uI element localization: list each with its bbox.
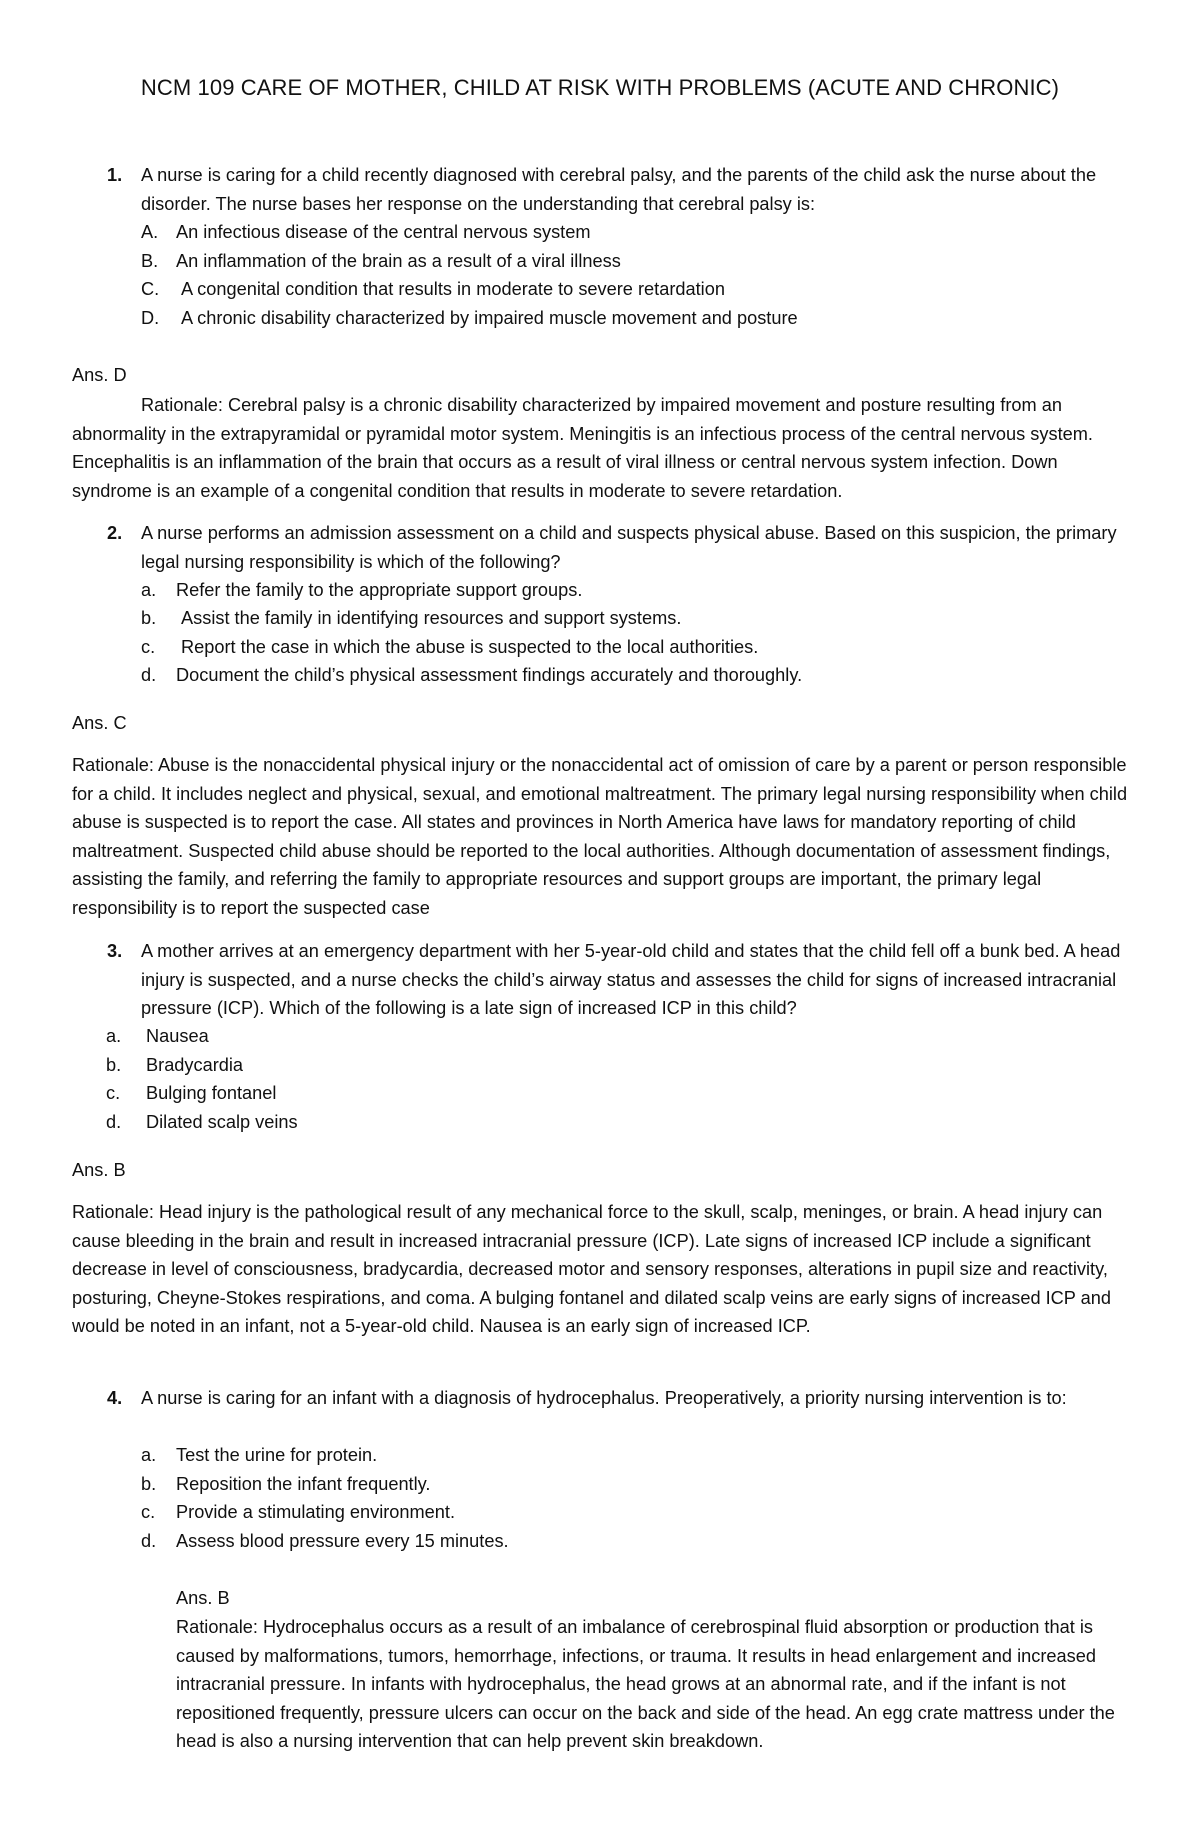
- option-text: An infectious disease of the central nervous system: [176, 222, 591, 242]
- option-letter: a.: [106, 1026, 122, 1046]
- rationale-text: Rationale: Abuse is the nonaccidental physical injury or the nonaccidental act of omission of care by a parent or person responsible for a child. It includes neglect and physical, sexual, and emotional maltreatment. The primary legal nursing responsibility when child abuse is suspected is to report the case. All states and provinces in North America have laws for mandatory reporting of child maltreatment. Suspected child abuse should be reported to the local authorities. Although documentation of assessment findings, assisting the family, and referring the family to appropriate resources and support groups are important, the primary legal responsibility is to report the suspected case: [72, 755, 1128, 918]
- answer-label: Ans. C: [72, 713, 127, 733]
- option-text: Bulging fontanel: [146, 1083, 277, 1103]
- option-letter: d.: [141, 665, 157, 685]
- question-text: A nurse performs an admission assessment on a child and suspects physical abuse. Based on this suspicion, the primary legal nursing responsibility is which of the following?: [141, 523, 1117, 572]
- document-title: NCM 109 CARE OF MOTHER, CHILD AT RISK WITH PROBLEMS (ACUTE AND CHRONIC): [140, 75, 1060, 100]
- option-text: Report the case in which the abuse is suspected to the local authorities.: [181, 637, 759, 657]
- option-d: [141, 1527, 509, 1556]
- question-text: A mother arrives at an emergency department with her 5-year-old child and states that the child fell off a bunk bed. A head injury is suspected, and a nurse checks the child’s airway status and assesses the child for signs of increased intracranial pressure (ICP). Which of the following is a late sign of increased ICP in this child?: [141, 941, 1121, 1019]
- option-text: Refer the family to the appropriate support groups.: [176, 580, 583, 600]
- option-text: A congenital condition that results in moderate to severe retardation: [181, 279, 725, 299]
- option-a: [106, 1022, 209, 1051]
- option-letter: A.: [141, 222, 159, 242]
- question-text: A nurse is caring for a child recently diagnosed with cerebral palsy, and the parents of the child ask the nurse about the disorder. The nurse bases her response on the understanding that cerebral palsy is:: [141, 165, 1097, 214]
- option-letter: b.: [106, 1055, 122, 1075]
- option-d: [141, 661, 802, 690]
- answer-label: Ans. D: [72, 365, 127, 385]
- rationale-text: Rationale: Cerebral palsy is a chronic disability characterized by impaired movement and posture resulting from an abnormality in the extrapyramidal or pyramidal motor system. Meningitis is an infectious process of the central nervous system. Encephalitis is an inflammation of the brain that occurs as a result of viral illness or central nervous system infection. Down syndrome is an example of a congenital condition that results in moderate to severe retardation.: [72, 395, 1093, 501]
- option-b: [141, 1470, 430, 1499]
- option-letter: D.: [141, 308, 160, 328]
- rationale-text: Rationale: Head injury is the pathological result of any mechanical force to the skull, scalp, meninges, or brain. A head injury can cause bleeding in the brain and result in increased intracranial pressure (ICP). Late signs of increased ICP include a significant decrease in level of consciousness, bradycardia, decreased motor and sensory responses, alterations in pupil size and reactivity, posturing, Cheyne-Stokes respirations, and coma. A bulging fontanel and dilated scalp veins are early signs of increased ICP and would be noted in an infant, not a 5-year-old child. Nausea is an early sign of increased ICP.: [72, 1202, 1111, 1337]
- option-letter: a.: [141, 580, 157, 600]
- option-text: An inflammation of the brain as a result of a viral illness: [176, 251, 621, 271]
- option-a: [141, 1441, 377, 1470]
- rationale-text: Rationale: Hydrocephalus occurs as a result of an imbalance of cerebrospinal fluid absorption or production that is caused by malformations, tumors, hemorrhage, infections, or trauma. It results in head enlargement and increased intracranial pressure. In infants with hydrocephalus, the head grows at an abnormal rate, and if the infant is not repositioned frequently, pressure ulcers can occur on the back and side of the head. An egg crate mattress under the head is also a nursing intervention that can help prevent skin breakdown.: [176, 1617, 1115, 1752]
- option-text: A chronic disability characterized by impaired muscle movement and posture: [181, 308, 798, 328]
- answer-label: Ans. B: [72, 1160, 126, 1180]
- option-letter: a.: [141, 1445, 157, 1465]
- question-number: 3.: [107, 941, 123, 961]
- option-text: Document the child’s physical assessment findings accurately and thoroughly.: [176, 665, 803, 685]
- option-b: [141, 604, 681, 633]
- option-c: [141, 275, 725, 304]
- answer-label: Ans. B: [176, 1588, 230, 1608]
- option-d: [106, 1108, 298, 1137]
- option-letter: b.: [141, 608, 157, 628]
- question-number: 1.: [107, 165, 123, 185]
- option-d: [141, 304, 798, 333]
- option-c: [106, 1079, 276, 1108]
- option-letter: C.: [141, 279, 160, 299]
- option-letter: c.: [106, 1083, 121, 1103]
- option-text: Assist the family in identifying resources and support systems.: [181, 608, 682, 628]
- option-letter: d.: [141, 1531, 157, 1551]
- option-text: Nausea: [146, 1026, 209, 1046]
- option-a: [141, 576, 582, 605]
- option-text: Assess blood pressure every 15 minutes.: [176, 1531, 509, 1551]
- option-a: [141, 218, 591, 247]
- option-text: Test the urine for protein.: [176, 1445, 378, 1465]
- option-b: [106, 1051, 243, 1080]
- option-text: Bradycardia: [146, 1055, 244, 1075]
- option-letter: c.: [141, 1502, 156, 1522]
- option-letter: b.: [141, 1474, 157, 1494]
- option-c: [141, 633, 758, 662]
- option-letter: d.: [106, 1112, 122, 1132]
- option-c: [141, 1498, 455, 1527]
- question-text: A nurse is caring for an infant with a diagnosis of hydrocephalus. Preoperatively, a priority nursing intervention is to:: [141, 1388, 1067, 1408]
- option-text: Provide a stimulating environment.: [176, 1502, 456, 1522]
- option-letter: B.: [141, 251, 159, 271]
- option-letter: c.: [141, 637, 156, 657]
- option-text: Reposition the infant frequently.: [176, 1474, 431, 1494]
- option-b: [141, 247, 621, 276]
- option-text: Dilated scalp veins: [146, 1112, 298, 1132]
- question-number: 4.: [107, 1388, 123, 1408]
- question-number: 2.: [107, 523, 123, 543]
